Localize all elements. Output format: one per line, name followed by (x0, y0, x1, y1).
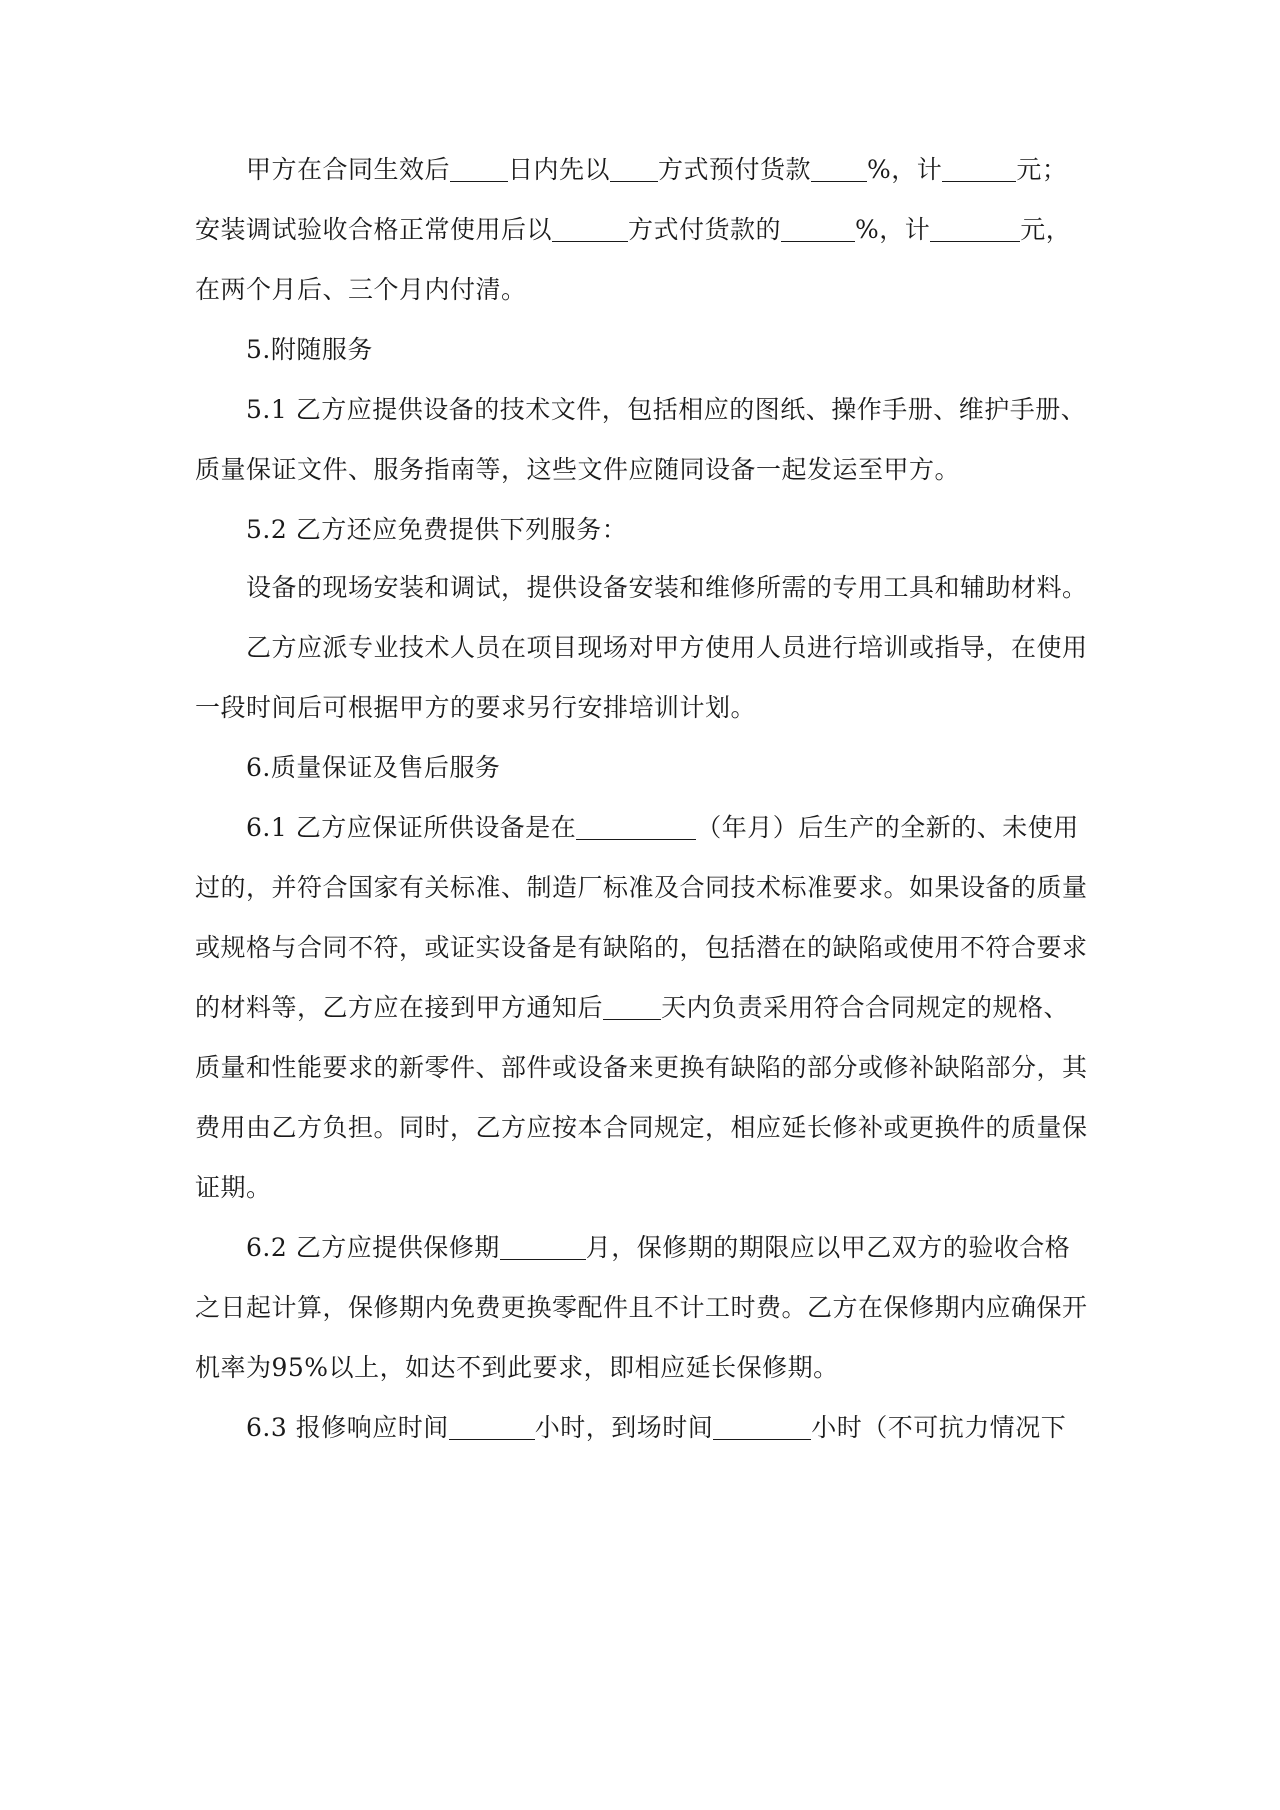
blank-field[interactable] (500, 1233, 586, 1260)
clause-6-3-line-1 (246, 1408, 1066, 1444)
clause-5-2-item-b-line-2: 一段时间后可根据甲方的要求另行安排培训计划。 (195, 693, 757, 722)
text: 元， (1020, 215, 1072, 244)
clause-5-2: 5.2 乙方还应免费提供下列服务： (246, 515, 628, 544)
clause-6-1-line-5: 质量和性能要求的新零件、部件或设备来更换有缺陷的部分或修补缺陷部分，其 (195, 1053, 1088, 1082)
clause-5-2-item-b-line-1: 乙方应派专业技术人员在项目现场对甲方使用人员进行培训或指导，在使用 (246, 633, 1088, 662)
text: 小时（不可抗力情况下 (811, 1413, 1067, 1442)
text: 方式预付货款 (658, 155, 812, 184)
blank-field[interactable] (603, 993, 661, 1020)
section-6-heading: 6.质量保证及售后服务 (246, 753, 501, 782)
blank-field[interactable] (610, 155, 658, 182)
text: 的材料等，乙方应在接到甲方通知后 (195, 993, 604, 1022)
blank-field[interactable] (576, 813, 696, 840)
text: 月，保修期的期限应以甲乙双方的验收合格 (585, 1233, 1071, 1262)
text: 元； (1016, 155, 1068, 184)
text: %，计 (867, 155, 943, 184)
clause-5-1-line-1: 5.1 乙方应提供设备的技术文件，包括相应的图纸、操作手册、维护手册、 (246, 395, 1087, 424)
blank-field[interactable] (450, 155, 508, 182)
text: 天内负责采用符合合同规定的规格、 (661, 993, 1070, 1022)
clause-6-2-line-3: 机率为95%以上，如达不到此要求，即相应延长保修期。 (195, 1353, 839, 1382)
text: 安装调试验收合格正常使用后以 (195, 215, 553, 244)
blank-field[interactable] (930, 215, 1020, 242)
clause-6-2-line-2: 之日起计算，保修期内免费更换零配件且不计工时费。乙方在保修期内应确保开 (195, 1293, 1088, 1322)
clause-5-1-line-2: 质量保证文件、服务指南等，这些文件应随同设备一起发运至甲方。 (195, 455, 961, 484)
text: 日内先以 (508, 155, 611, 184)
clause-6-2-line-1 (246, 1228, 1070, 1264)
payment-line-2 (195, 210, 1071, 246)
clause-6-1-line-6: 费用由乙方负担。同时，乙方应按本合同规定，相应延长修补或更换件的质量保 (195, 1113, 1088, 1142)
blank-field[interactable] (781, 215, 855, 242)
clause-6-1-line-4 (195, 988, 1069, 1024)
clause-5-2-item-a: 设备的现场安装和调试，提供设备安装和维修所需的专用工具和辅助材料。 (246, 573, 1088, 602)
text: 小时，到场时间 (534, 1413, 714, 1442)
text: 6.2 乙方应提供保修期 (246, 1233, 500, 1262)
text: 6.1 乙方应保证所供设备是在 (246, 813, 577, 842)
clause-6-1-line-2: 过的，并符合国家有关标准、制造厂标准及合同技术标准要求。如果设备的质量 (195, 873, 1088, 902)
clause-6-1-line-7: 证期。 (195, 1173, 272, 1202)
clause-6-1-line-1 (246, 808, 1079, 844)
blank-field[interactable] (713, 1413, 811, 1440)
blank-field[interactable] (552, 215, 628, 242)
text: 6.3 报修响应时间 (246, 1413, 449, 1442)
clause-6-1-line-3: 或规格与合同不符，或证实设备是有缺陷的，包括潜在的缺陷或使用不符合要求 (195, 933, 1088, 962)
section-5-heading: 5.附随服务 (246, 335, 373, 364)
text: 方式付货款的 (628, 215, 782, 244)
blank-field[interactable] (942, 155, 1016, 182)
text: 甲方在合同生效后 (246, 155, 451, 184)
text: （年月）后生产的全新的、未使用 (696, 813, 1079, 842)
text: %，计 (855, 215, 931, 244)
blank-field[interactable] (811, 155, 867, 182)
payment-line-1 (246, 150, 1067, 186)
payment-line-3: 在两个月后、三个月内付清。 (195, 275, 527, 304)
blank-field[interactable] (449, 1413, 535, 1440)
